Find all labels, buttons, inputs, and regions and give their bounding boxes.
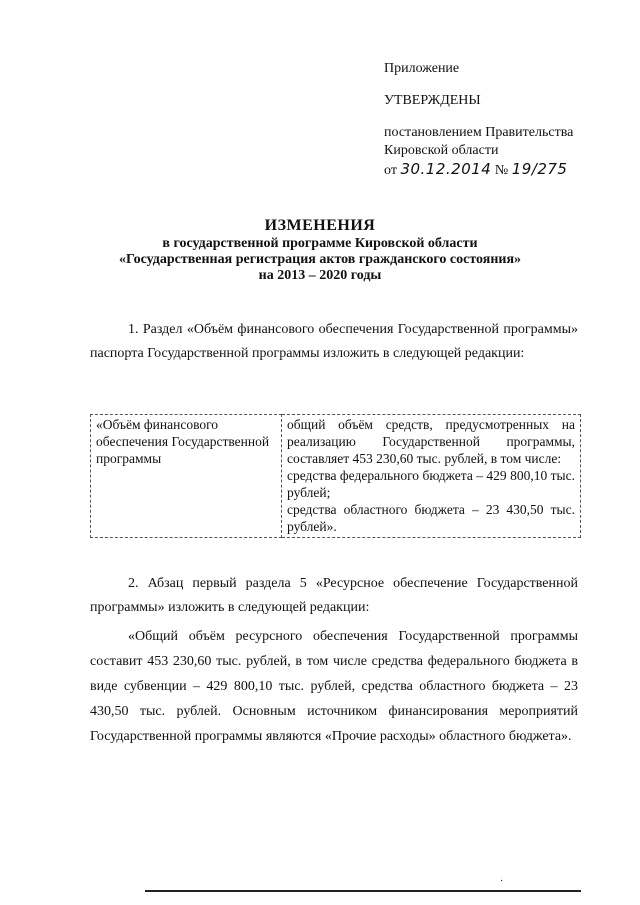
approved-label: УТВЕРЖДЕНЫ bbox=[384, 93, 481, 108]
decree-line2: Кировской области bbox=[384, 143, 499, 158]
title-main: ИЗМЕНЕНИЯ bbox=[264, 217, 376, 234]
financing-federal-text: средства федерального бюджета – 429 800,10 тыс. рублей; bbox=[287, 468, 575, 500]
financing-regional-text: средства областного бюджета – 23 430,50 тыс. рублей». bbox=[287, 502, 575, 534]
decree-line1: постановлением Правительства bbox=[384, 125, 574, 140]
document-title bbox=[0, 218, 640, 284]
title-line4: на 2013 – 2020 годы bbox=[258, 268, 382, 283]
decree-number-handwritten: 19/275 bbox=[511, 160, 568, 178]
attachment-label: Приложение bbox=[384, 61, 460, 76]
title-line3: «Государственная регистрация актов гражданского состояния» bbox=[118, 252, 522, 267]
number-prefix: № bbox=[494, 163, 509, 178]
title-line2: в государственной программе Кировской области bbox=[162, 236, 478, 251]
date-prefix: от bbox=[384, 163, 397, 178]
item-2-paragraph: 2. Абзац первый раздела 5 «Ресурсное обеспечение Государственной программы» изложить в следующей редакции: bbox=[90, 576, 578, 615]
decree-date-line bbox=[384, 160, 573, 180]
page-dot: · bbox=[500, 876, 504, 887]
item-1-paragraph: 1. Раздел «Объём финансового обеспечения Государственной программы» паспорта Государственной программы изложить в следующей редакции: bbox=[90, 322, 578, 361]
financing-total-text: общий объём средств, предусмотренных на реализацию Государственной программы, составляет 453 230,60 тыс. рублей, в том числе: bbox=[287, 417, 575, 466]
decree-date-handwritten: 30.12.2014 bbox=[400, 160, 492, 178]
financing-label-cell: «Объём финансового обеспечения Государственной программы bbox=[91, 415, 282, 538]
approval-block bbox=[384, 60, 573, 180]
item-2-quote: «Общий объём ресурсного обеспечения Государственной программы составит 453 230,60 тыс. рублей, в том числе средства федерального бюджета в виде субвенции – 429 800,10 тыс. рублей, средства областного бюджета – 23 430,50 тыс. рублей. Основным источником финансирования мероприятий Государственной программы являются «Прочие расходы» областного бюджета». bbox=[90, 629, 578, 744]
footer-divider bbox=[145, 890, 581, 892]
financing-table bbox=[90, 414, 581, 538]
table-row bbox=[91, 415, 581, 538]
financing-value-cell bbox=[282, 415, 581, 538]
